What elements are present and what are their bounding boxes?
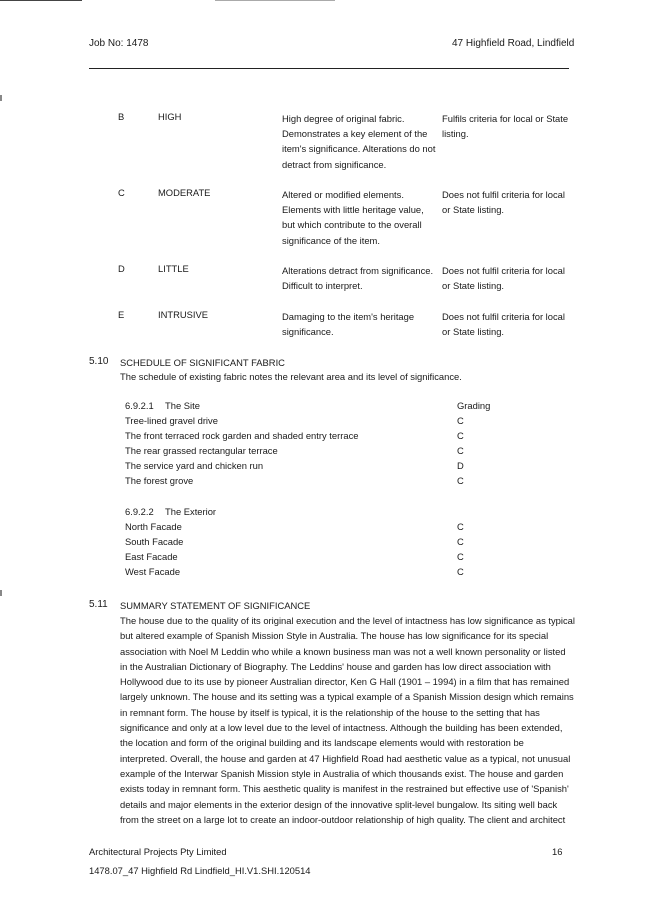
fabric-item: The service yard and chicken run [125, 460, 264, 471]
subsection-title: The Site [165, 400, 200, 411]
grading-name: MODERATE [158, 187, 211, 198]
fabric-grade: C [457, 551, 464, 562]
job-number: Job No: 1478 [89, 38, 149, 49]
subsection-number: 6.9.2.2 [125, 506, 154, 517]
grading-name: LITTLE [158, 263, 189, 274]
footer-company: Architectural Projects Pty Limited [89, 846, 227, 857]
fabric-row [125, 460, 565, 475]
scan-edge-tick [0, 95, 2, 101]
grading-criteria: Does not fulfil criteria for local or State listing. [442, 311, 565, 338]
grading-criteria: Does not fulfil criteria for local or State listing. [442, 189, 565, 216]
paragraph-line: in remnant form. The house by itself is typical, it is the relationship of the house to the setting that has [120, 706, 540, 718]
grading-criteria: Does not fulfil criteria for local or State listing. [442, 265, 565, 292]
paragraph-line: association with Noel M Leddin who while a known business man was not a well known personality or listed [120, 645, 566, 657]
grading-name: INTRUSIVE [158, 309, 209, 320]
fabric-row [125, 521, 565, 536]
paragraph-line: significance and only at a low level due to the level of intactness. Although the building has been extended, [120, 722, 563, 734]
grading-description: Damaging to the item's heritage significance. [282, 311, 415, 338]
fabric-grade: D [457, 460, 464, 471]
paragraph-line: The house due to the quality of its original execution and the level of intactness has low significance as typical [120, 615, 575, 626]
grading-letter: E [118, 309, 125, 320]
fabric-item: South Facade [125, 536, 184, 547]
subsection-number: 6.9.2.1 [125, 400, 154, 411]
footer-file-reference: 1478.07_47 Highfield Rd Lindfield_HI.V1.SHI.120514 [89, 865, 311, 876]
fabric-grade: C [457, 475, 464, 486]
page-number: 16 [552, 846, 563, 857]
paragraph-line: but altered example of Spanish Mission Style in Australia. The house has low significance for its special [120, 630, 549, 642]
fabric-row [125, 445, 565, 460]
grading-name: HIGH [158, 111, 182, 122]
paragraph-line: Hollywood due to its use by pioneer Australian director, Ken G Hall (1901 – 1994) in a film that has remained [120, 676, 570, 688]
section-number: 5.11 [89, 599, 108, 610]
grading-description: Alterations detract from significance. Difficult to interpret. [282, 265, 434, 292]
section-number: 5.10 [89, 356, 109, 367]
paragraph-line: exists today in remnant form. This aesthetic quality is manifest in the restrained but effective use of 'Spanish' [120, 783, 569, 795]
site-address: 47 Highfield Road, Lindfield [452, 38, 575, 49]
section-title: SUMMARY STATEMENT OF SIGNIFICANCE [120, 600, 311, 611]
paragraph-line: the location and form of the original building and its landscape elements would with restoration be [120, 737, 524, 749]
fabric-row [125, 475, 565, 490]
fabric-row [125, 566, 565, 581]
grading-criteria: Fulfils criteria for local or State listing. [442, 113, 569, 140]
paragraph-line: interpreted. Overall, the house and garden at 47 Highfield Road had aesthetic value as a typical, not unusual [120, 752, 571, 764]
scan-edge-tick [0, 590, 2, 596]
fabric-grade: C [457, 536, 464, 547]
fabric-row [125, 415, 565, 430]
fabric-item: North Facade [125, 521, 182, 532]
grading-column-header: Grading [457, 400, 491, 411]
paragraph-line: largely unknown. The house and its setting was a typical example of a Spanish Mission design which remains [120, 691, 574, 703]
fabric-grade: C [457, 566, 464, 577]
paragraph-line: details and major elements in the exterior design of the innovative split-level bungalow. Its siting well back [120, 798, 558, 810]
fabric-row [125, 536, 565, 551]
scan-edge-line [0, 0, 82, 1]
fabric-row [125, 551, 565, 566]
grading-description: Altered or modified elements. Elements with little heritage value, but which contribute to the overall significance of the item. [282, 189, 424, 246]
fabric-row [125, 430, 565, 445]
header-divider [89, 68, 569, 69]
grading-letter: B [118, 111, 125, 122]
fabric-subheading [125, 400, 565, 415]
fabric-item: Tree-lined gravel drive [125, 415, 218, 426]
paragraph-line: in the Australian Dictionary of Biography. The Leddins' house and garden has low direct association with [120, 660, 551, 672]
fabric-grade: C [457, 430, 464, 441]
grading-letter: D [118, 263, 125, 274]
fabric-item: The forest grove [125, 475, 194, 486]
fabric-item: East Facade [125, 551, 178, 562]
fabric-item: The front terraced rock garden and shaded entry terrace [125, 430, 359, 441]
fabric-grade: C [457, 445, 464, 456]
paragraph-line: example of the Interwar Spanish Mission style in Australia of which thousands exist. The house and garden [120, 767, 564, 779]
section-intro: The schedule of existing fabric notes the relevant area and its level of significance. [120, 371, 462, 382]
fabric-subheading [125, 506, 565, 521]
fabric-grade: C [457, 521, 464, 532]
fabric-item: West Facade [125, 566, 181, 577]
paragraph-line: from the street on a large lot to create an indoor-outdoor relationship of high quality. The client and architect [120, 813, 566, 825]
scan-edge-mark [215, 0, 335, 1]
grading-letter: C [118, 187, 125, 198]
fabric-item: The rear grassed rectangular terrace [125, 445, 278, 456]
fabric-grade: C [457, 415, 464, 426]
subsection-title: The Exterior [165, 506, 217, 517]
significance-statement [120, 613, 575, 827]
section-title: SCHEDULE OF SIGNIFICANT FABRIC [120, 357, 285, 368]
grading-description: High degree of original fabric. Demonstrates a key element of the item's significance. Alterations do not detract from significance. [282, 113, 436, 170]
